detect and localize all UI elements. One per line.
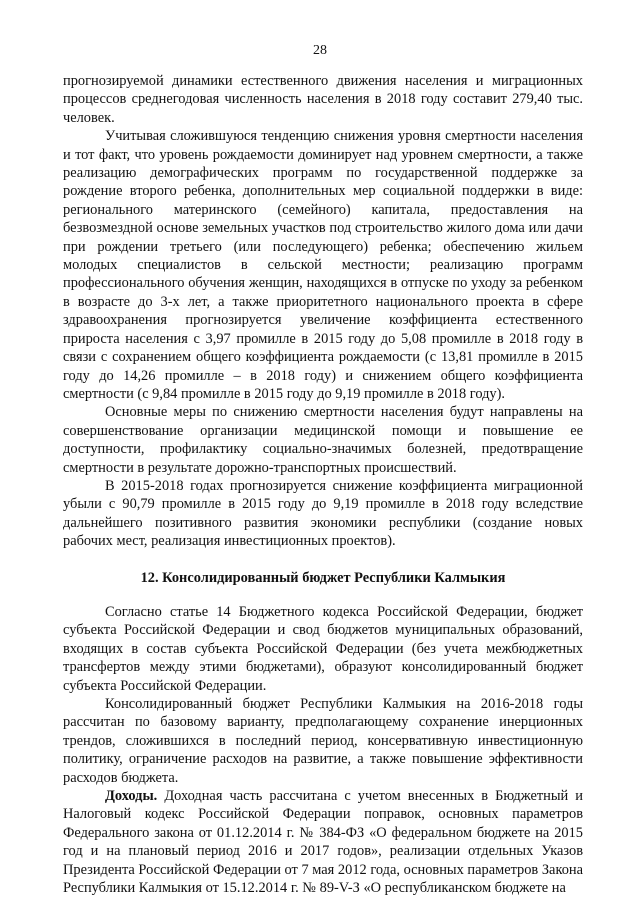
paragraph-mortality-measures: Основные меры по снижению смертности населения будут направлены на совершенствование организации медицинской помощи и повышение ее доступности, профилактику социально-значимых болезней, предотвращение смертности в результате дорожно-транспортных происшествий. <box>63 404 583 476</box>
paragraph-income <box>63 787 583 897</box>
page-number: 28 <box>313 43 327 58</box>
paragraph-budget-definition: Согласно статье 14 Бюджетного кодекса Российской Федерации, бюджет субъекта Российской Федерации и свод бюджетов муниципальных образований, входящих в состав субъекта Российской Федерации (без учета межбюджетных трансфертов между этими бюджетами), образуют консолидированный бюджет субъекта Российской Федерации. <box>63 603 583 694</box>
paragraph-budget-baseline: Консолидированный бюджет Республики Калмыкия на 2016-2018 годы рассчитан по базовому варианту, предполагающему сохранение инерционных трендов, сложившихся в последний период, консервативную инвестиционную политику, ограничение расходов на развитие, а также повышение эффективности расходов бюджета. <box>63 696 583 786</box>
income-lead: Доходы. <box>105 788 158 805</box>
paragraph-birth-rate: Учитывая сложившуюся тенденцию снижения уровня смертности населения и тот факт, что уровень рождаемости доминирует над уровнем смертности, а также реализацию демографических программ по государственной поддержке за рождение второго ребенка, дополнительных мер социальной поддержки в виде: регионального материнского (семейного) капитала, предоставления на безвозмездной основе земельных участков под строительство жилого дома или дачи при рождении третьего (или последующего) ребенка; обеспечению жильем молодых специалистов в сельской местности; реализацию программ профессионального обучения женщин, находящихся в отпуске по уходу за ребенком в возрасте до 3-х лет, а также приоритетного национального проекта в сфере здравоохранения прогнозируется увеличение коэффициента естественного прироста населения с 3,97 промилле в 2015 году до 5,08 промилле в 2018 году в связи с сохранением общего коэффициента рождаемости (с 13,81 промилле в 2015 году до 14,26 промилле – в 2018 году) и снижением общего коэффициента смертности (с 9,84 промилле в 2015 году до 9,19 промилле в 2018 году). <box>63 128 583 402</box>
document-body <box>63 72 583 897</box>
paragraph-migration: В 2015-2018 годах прогнозируется снижение коэффициента миграционной убыли с 90,79 промилле в 2015 году до 9,19 промилле в 2018 году вследствие дальнейшего позитивного развития экономики республики (создание новых рабочих мест, реализация инвестиционных проектов). <box>63 477 583 550</box>
paragraph-population-continuation: прогнозируемой динамики естественного движения населения и миграционных процессов среднегодовая численность населения в 2018 году составит 279,40 тыс. человек. <box>63 73 583 126</box>
section-heading: 12. Консолидированный бюджет Республики Калмыкия <box>140 569 506 586</box>
income-text: Доходная часть рассчитана с учетом внесенных в Бюджетный и Налоговый кодекс Российской Федерации поправок, основных параметров Федерального закона от 01.12.2014 г. № 384-ФЗ «О федеральном бюджете на 2015 год и на плановый период 2016 и 2017 годов», реализации отдельных Указов Президента Российской Федерации от 7 мая 2012 года, основных параметров Закона Республики Калмыкия от 15.12.2014 г. № 89-V-З «О республиканском бюджете на <box>63 788 583 897</box>
